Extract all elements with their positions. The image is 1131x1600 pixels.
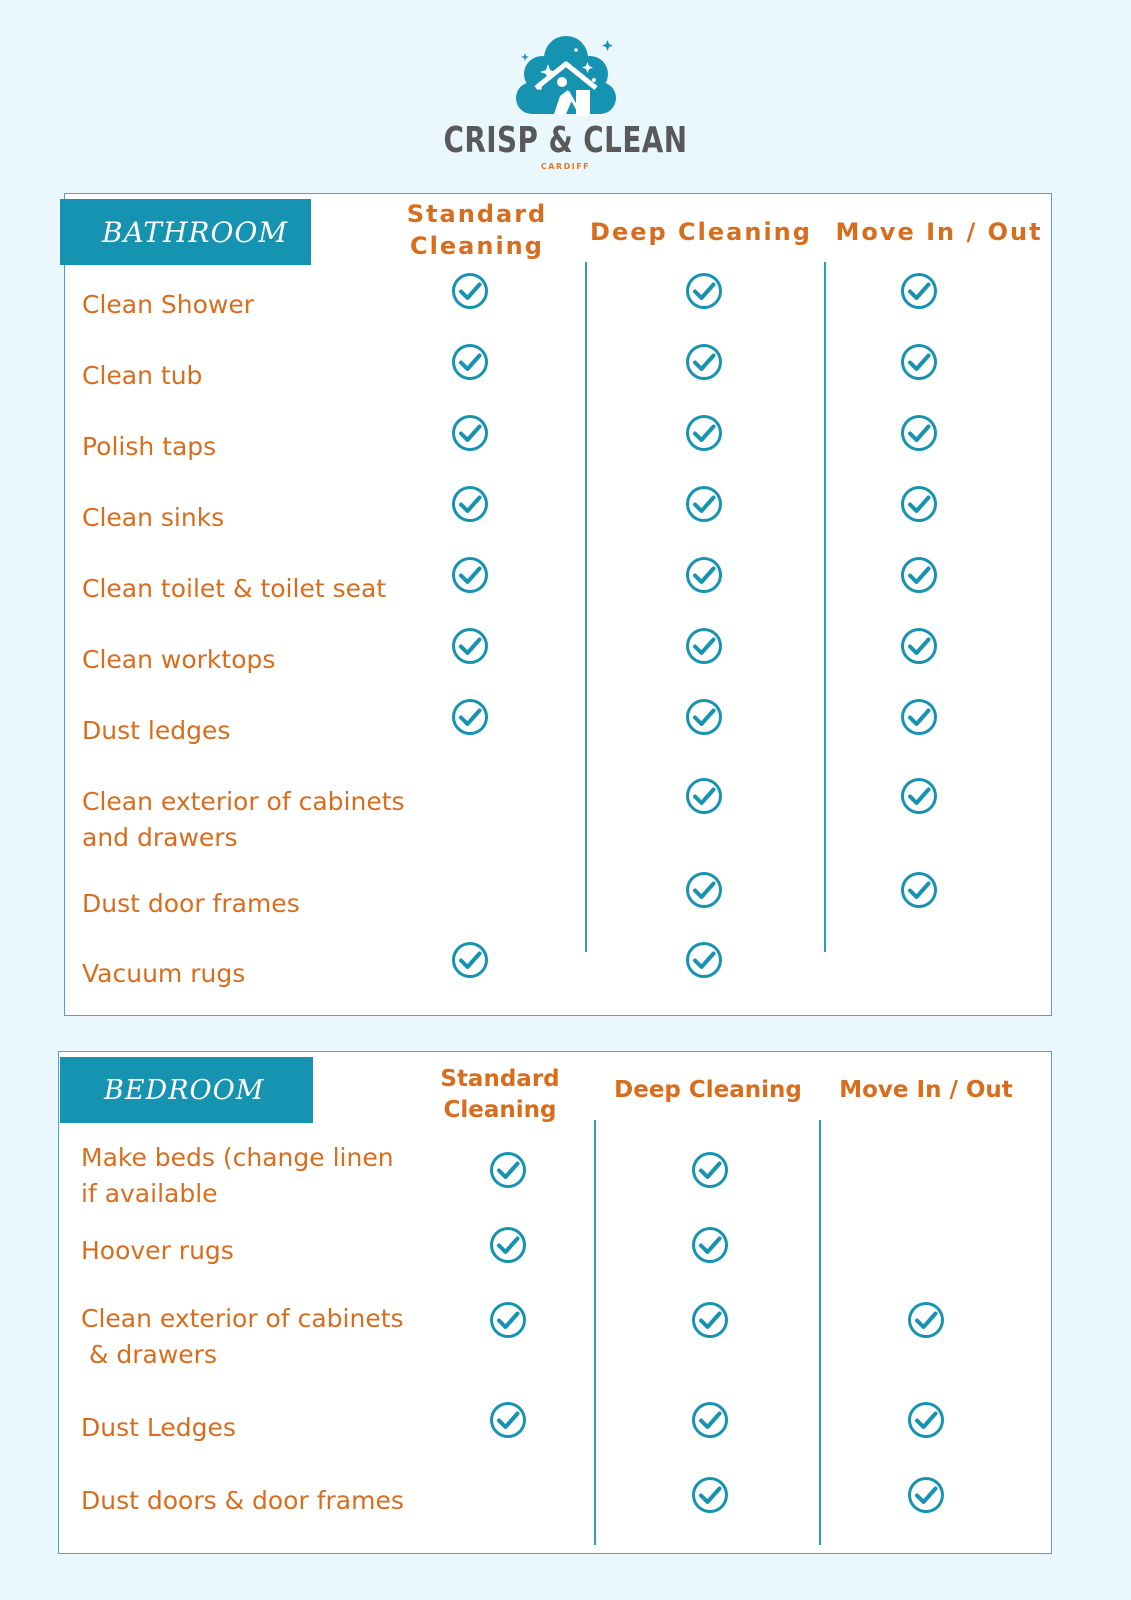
bathroom-col-deep: Deep Cleaning — [590, 218, 812, 246]
bathroom-task-label: Dust door frames — [82, 889, 300, 918]
checkmark-icon — [451, 627, 489, 665]
bathroom-col-standard-line2: Cleaning — [410, 232, 544, 261]
brand-name: CRISP & CLEAN — [443, 120, 688, 161]
checkmark-icon — [685, 777, 723, 815]
bathroom-task-label: Vacuum rugs — [82, 959, 246, 988]
bedroom-col-standard — [425, 1064, 575, 1126]
checkmark-icon — [907, 1301, 945, 1339]
bedroom-task-label: Clean exterior of cabinets & drawers — [81, 1304, 404, 1369]
house-cleaner-logo-icon — [506, 30, 626, 126]
checkmark-icon — [451, 941, 489, 979]
bathroom-divider-1 — [585, 262, 587, 952]
checkmark-icon — [451, 556, 489, 594]
bedroom-col-move: Move In / Out — [839, 1077, 1013, 1103]
checkmark-icon — [907, 1401, 945, 1439]
checkmark-icon — [489, 1226, 527, 1264]
bathroom-task-label: Clean exterior of cabinets and drawers — [82, 787, 405, 852]
brand-location: CARDIFF — [540, 162, 591, 171]
bathroom-col-standard-line1: Standard — [406, 200, 548, 228]
checkmark-icon — [900, 627, 938, 665]
checkmark-icon — [685, 414, 723, 452]
bedroom-col-standard-line1: Standard — [440, 1066, 560, 1092]
checkmark-icon — [685, 272, 723, 310]
bathroom-divider-2 — [824, 262, 826, 952]
checkmark-icon — [685, 343, 723, 381]
bathroom-col-standard — [384, 198, 570, 263]
checkmark-icon — [900, 871, 938, 909]
checkmark-icon — [900, 272, 938, 310]
bedroom-divider-2 — [819, 1120, 821, 1545]
bedroom-task-label: Dust doors & door frames — [81, 1486, 404, 1515]
checkmark-icon — [900, 414, 938, 452]
checkmark-icon — [900, 777, 938, 815]
checkmark-icon — [685, 871, 723, 909]
checkmark-icon — [900, 343, 938, 381]
bathroom-task-label: Clean worktops — [82, 645, 276, 674]
checkmark-icon — [900, 485, 938, 523]
checkmark-icon — [685, 485, 723, 523]
checkmark-icon — [451, 485, 489, 523]
checkmark-icon — [685, 627, 723, 665]
checkmark-icon — [691, 1476, 729, 1514]
checkmark-icon — [900, 698, 938, 736]
bedroom-divider-1 — [594, 1120, 596, 1545]
bathroom-task-label: Clean Shower — [82, 290, 255, 319]
checkmark-icon — [489, 1301, 527, 1339]
bedroom-task-label: Hoover rugs — [81, 1236, 234, 1265]
checkmark-icon — [685, 556, 723, 594]
checkmark-icon — [685, 941, 723, 979]
checkmark-icon — [691, 1401, 729, 1439]
checkmark-icon — [489, 1401, 527, 1439]
bathroom-col-move: Move In / Out — [835, 218, 1043, 246]
checkmark-icon — [900, 556, 938, 594]
brand-logo — [0, 30, 1131, 171]
bathroom-task-label: Clean toilet & toilet seat — [82, 574, 387, 603]
bedroom-task-label: Dust Ledges — [81, 1413, 236, 1442]
checkmark-icon — [691, 1301, 729, 1339]
checkmark-icon — [451, 698, 489, 736]
checkmark-icon — [451, 414, 489, 452]
bedroom-title: BEDROOM — [60, 1057, 313, 1123]
bedroom-col-deep: Deep Cleaning — [614, 1077, 802, 1103]
bedroom-task-label: Make beds (change linen if available — [81, 1143, 394, 1208]
bathroom-task-label: Dust ledges — [82, 716, 231, 745]
checkmark-icon — [685, 698, 723, 736]
bathroom-task-label: Clean sinks — [82, 503, 225, 532]
checkmark-icon — [451, 343, 489, 381]
checkmark-icon — [691, 1151, 729, 1189]
bathroom-task-label: Polish taps — [82, 432, 217, 461]
bathroom-title: BATHROOM — [60, 199, 311, 265]
bedroom-col-standard-line2: Cleaning — [443, 1097, 557, 1124]
checkmark-icon — [907, 1476, 945, 1514]
checkmark-icon — [691, 1226, 729, 1264]
checkmark-icon — [489, 1151, 527, 1189]
bathroom-task-label: Clean tub — [82, 361, 203, 390]
checkmark-icon — [451, 272, 489, 310]
